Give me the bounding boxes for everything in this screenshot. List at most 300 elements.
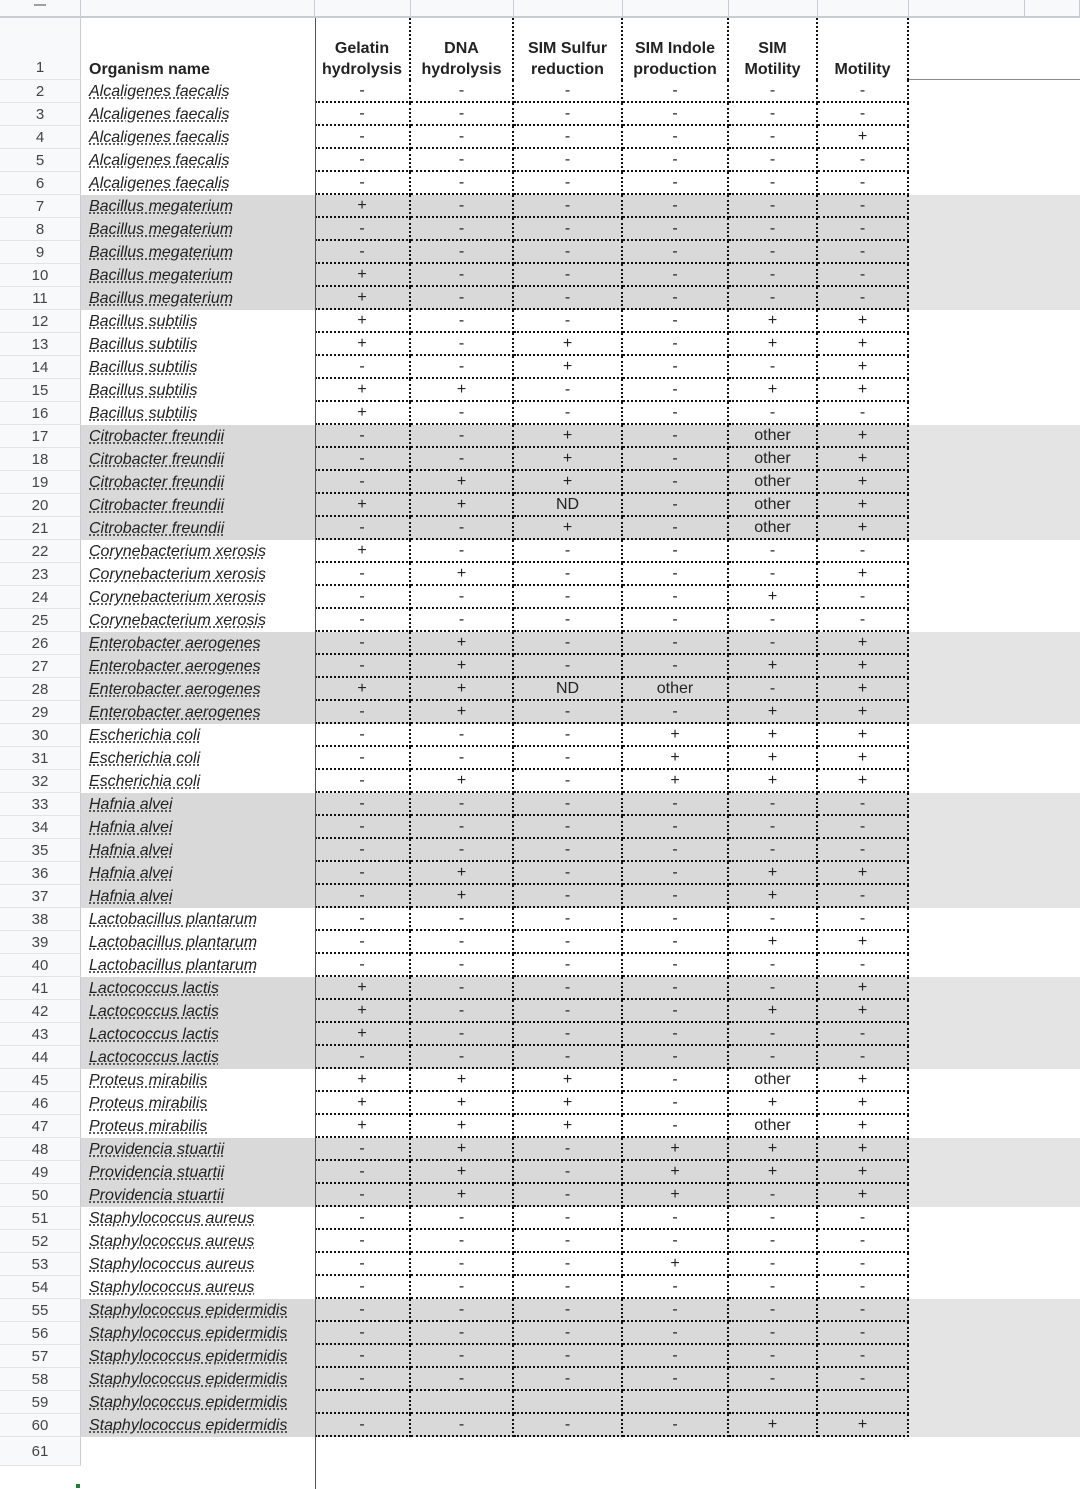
sulfur-value[interactable]: - — [514, 885, 623, 908]
indole-value[interactable]: - — [623, 356, 729, 379]
header-motility[interactable]: Motility — [818, 18, 909, 80]
organism-name-cell[interactable]: Providencia stuartii — [89, 1187, 225, 1204]
indole-value[interactable]: - — [623, 563, 729, 586]
sim-motility-value[interactable]: - — [729, 609, 818, 632]
sulfur-value[interactable]: - — [514, 724, 623, 747]
sulfur-value[interactable]: - — [514, 1345, 623, 1368]
indole-value[interactable]: - — [623, 1368, 729, 1391]
indole-value[interactable]: - — [623, 1299, 729, 1322]
indole-value[interactable]: - — [623, 448, 729, 471]
gelatin-value[interactable]: + — [315, 264, 411, 287]
organism-name-cell[interactable]: Staphylococcus aureus — [89, 1233, 255, 1250]
column-header-c[interactable] — [411, 0, 514, 16]
dna-value[interactable]: + — [411, 1115, 514, 1138]
sim-motility-value[interactable]: + — [729, 931, 818, 954]
organism-name-cell[interactable]: Hafnia alvei — [89, 796, 173, 813]
row-header[interactable] — [0, 241, 81, 264]
motility-value[interactable]: - — [818, 540, 909, 563]
sulfur-value[interactable]: - — [514, 609, 623, 632]
motility-value[interactable]: - — [818, 1276, 909, 1299]
dna-value[interactable]: - — [411, 747, 514, 770]
indole-value[interactable]: - — [623, 333, 729, 356]
motility-value[interactable]: + — [818, 701, 909, 724]
indole-value[interactable]: - — [623, 494, 729, 517]
sim-motility-value[interactable]: - — [729, 1230, 818, 1253]
motility-value[interactable]: + — [818, 1115, 909, 1138]
motility-value[interactable]: - — [818, 1368, 909, 1391]
dna-value[interactable]: - — [411, 126, 514, 149]
sulfur-value[interactable]: - — [514, 839, 623, 862]
motility-value[interactable]: + — [818, 1161, 909, 1184]
dna-value[interactable]: - — [411, 1299, 514, 1322]
column-header-a[interactable] — [81, 0, 315, 16]
sim-motility-value[interactable]: + — [729, 862, 818, 885]
sim-motility-value[interactable]: - — [729, 218, 818, 241]
header-organism-name[interactable]: Organism name — [89, 61, 210, 78]
row-header[interactable] — [0, 931, 81, 954]
organism-name-cell[interactable]: Staphylococcus epidermidis — [89, 1325, 288, 1342]
row-header[interactable] — [0, 563, 81, 586]
organism-name-cell[interactable]: Bacillus subtilis — [89, 359, 198, 376]
dna-value[interactable]: + — [411, 1069, 514, 1092]
row-header-61[interactable]: 61 — [0, 1437, 81, 1466]
indole-value[interactable]: - — [623, 517, 729, 540]
gelatin-value[interactable]: + — [315, 402, 411, 425]
row-header[interactable] — [0, 1276, 81, 1299]
indole-value[interactable]: - — [623, 218, 729, 241]
dna-value[interactable]: - — [411, 816, 514, 839]
column-header-g[interactable] — [818, 0, 909, 16]
gelatin-value[interactable]: - — [315, 1184, 411, 1207]
organism-name-cell[interactable]: Bacillus subtilis — [89, 313, 198, 330]
gelatin-value[interactable]: + — [315, 678, 411, 701]
dna-value[interactable]: - — [411, 218, 514, 241]
sim-motility-value[interactable]: + — [729, 724, 818, 747]
indole-value[interactable]: - — [623, 632, 729, 655]
row-header[interactable] — [0, 816, 81, 839]
row-header[interactable] — [0, 1138, 81, 1161]
organism-name-cell[interactable]: Alcaligenes faecalis — [89, 175, 230, 192]
organism-name-cell[interactable]: Bacillus megaterium — [89, 221, 234, 238]
organism-name-cell[interactable]: Alcaligenes faecalis — [89, 106, 230, 123]
gelatin-value[interactable]: - — [315, 1276, 411, 1299]
gelatin-value[interactable]: - — [315, 563, 411, 586]
gelatin-value[interactable]: - — [315, 954, 411, 977]
gelatin-value[interactable]: - — [315, 908, 411, 931]
motility-value[interactable]: - — [818, 609, 909, 632]
header-sim-sulfur-reduction[interactable]: SIM Sulfur reduction — [514, 18, 623, 80]
row-header[interactable] — [0, 1345, 81, 1368]
motility-value[interactable]: - — [818, 241, 909, 264]
row-header[interactable] — [0, 1023, 81, 1046]
row-header[interactable] — [0, 1161, 81, 1184]
indole-value[interactable]: - — [623, 1414, 729, 1437]
sulfur-value[interactable]: - — [514, 747, 623, 770]
organism-name-cell[interactable]: Bacillus subtilis — [89, 382, 198, 399]
motility-value[interactable]: + — [818, 678, 909, 701]
gelatin-value[interactable]: - — [315, 839, 411, 862]
dna-value[interactable]: - — [411, 1207, 514, 1230]
dna-value[interactable] — [411, 1391, 514, 1414]
dna-value[interactable]: - — [411, 195, 514, 218]
organism-name-cell[interactable]: Citrobacter freundii — [89, 451, 225, 468]
motility-value[interactable]: + — [818, 747, 909, 770]
organism-name-cell[interactable]: Hafnia alvei — [89, 842, 173, 859]
organism-name-cell[interactable]: Enterobacter aerogenes — [89, 704, 261, 721]
motility-value[interactable]: - — [818, 149, 909, 172]
gelatin-value[interactable]: + — [315, 287, 411, 310]
indole-value[interactable]: + — [623, 1138, 729, 1161]
gelatin-value[interactable]: + — [315, 195, 411, 218]
organism-name-cell[interactable]: Staphylococcus aureus — [89, 1256, 255, 1273]
organism-name-cell[interactable]: Lactobacillus plantarum — [89, 934, 258, 951]
organism-name-cell[interactable]: Corynebacterium xerosis — [89, 543, 266, 560]
organism-name-cell[interactable]: Staphylococcus aureus — [89, 1210, 255, 1227]
gelatin-value[interactable]: - — [315, 862, 411, 885]
indole-value[interactable]: - — [623, 264, 729, 287]
indole-value[interactable]: - — [623, 103, 729, 126]
sim-motility-value[interactable]: - — [729, 1345, 818, 1368]
organism-name-cell[interactable]: Proteus mirabilis — [89, 1072, 208, 1089]
sulfur-value[interactable]: - — [514, 218, 623, 241]
sim-motility-value[interactable]: - — [729, 1276, 818, 1299]
sim-motility-value[interactable]: + — [729, 770, 818, 793]
row-header[interactable] — [0, 770, 81, 793]
indole-value[interactable]: + — [623, 770, 729, 793]
indole-value[interactable]: - — [623, 1230, 729, 1253]
sim-motility-value[interactable]: - — [729, 816, 818, 839]
gelatin-value[interactable]: - — [315, 1046, 411, 1069]
gelatin-value[interactable]: - — [315, 103, 411, 126]
row-header[interactable] — [0, 1207, 81, 1230]
motility-value[interactable]: + — [818, 977, 909, 1000]
organism-name-cell[interactable]: Lactococcus lactis — [89, 1049, 219, 1066]
sim-motility-value[interactable]: - — [729, 1207, 818, 1230]
sulfur-value[interactable]: - — [514, 80, 623, 103]
indole-value[interactable]: - — [623, 1115, 729, 1138]
sim-motility-value[interactable]: other — [729, 517, 818, 540]
organism-name-cell[interactable]: Lactococcus lactis — [89, 980, 219, 997]
row-header[interactable] — [0, 80, 81, 103]
motility-value[interactable]: + — [818, 1069, 909, 1092]
motility-value[interactable]: - — [818, 1322, 909, 1345]
motility-value[interactable]: + — [818, 724, 909, 747]
row-header[interactable] — [0, 1253, 81, 1276]
dna-value[interactable]: - — [411, 80, 514, 103]
organism-name-cell[interactable]: Hafnia alvei — [89, 888, 173, 905]
sulfur-value[interactable]: - — [514, 540, 623, 563]
motility-value[interactable]: - — [818, 264, 909, 287]
sulfur-value[interactable]: - — [514, 1253, 623, 1276]
gelatin-value[interactable]: - — [315, 655, 411, 678]
sulfur-value[interactable]: - — [514, 103, 623, 126]
sim-motility-value[interactable]: - — [729, 563, 818, 586]
sim-motility-value[interactable]: - — [729, 126, 818, 149]
sim-motility-value[interactable]: other — [729, 448, 818, 471]
dna-value[interactable]: + — [411, 770, 514, 793]
organism-name-cell[interactable]: Alcaligenes faecalis — [89, 83, 230, 100]
organism-name-cell[interactable]: Corynebacterium xerosis — [89, 612, 266, 629]
gelatin-value[interactable]: - — [315, 586, 411, 609]
indole-value[interactable]: + — [623, 1184, 729, 1207]
row-header[interactable] — [0, 494, 81, 517]
organism-name-cell[interactable]: Proteus mirabilis — [89, 1118, 208, 1135]
dna-value[interactable]: - — [411, 793, 514, 816]
row-header[interactable] — [0, 1391, 81, 1414]
dna-value[interactable]: - — [411, 724, 514, 747]
row-header[interactable] — [0, 1368, 81, 1391]
header-sim-motility[interactable]: SIM Motility — [729, 18, 818, 80]
dna-value[interactable]: - — [411, 287, 514, 310]
sim-motility-value[interactable]: + — [729, 885, 818, 908]
motility-value[interactable]: + — [818, 632, 909, 655]
row-header[interactable] — [0, 425, 81, 448]
organism-name-cell[interactable]: Escherichia coli — [89, 773, 201, 790]
motility-value[interactable]: + — [818, 1092, 909, 1115]
gelatin-value[interactable]: - — [315, 747, 411, 770]
indole-value[interactable]: - — [623, 931, 729, 954]
dna-value[interactable]: - — [411, 402, 514, 425]
sim-motility-value[interactable]: - — [729, 632, 818, 655]
indole-value[interactable]: - — [623, 908, 729, 931]
sim-motility-value[interactable]: - — [729, 287, 818, 310]
column-header-h[interactable] — [909, 0, 1025, 16]
sim-motility-value[interactable]: - — [729, 977, 818, 1000]
motility-value[interactable]: - — [818, 80, 909, 103]
gelatin-value[interactable]: + — [315, 1115, 411, 1138]
motility-value[interactable]: - — [818, 908, 909, 931]
column-header-b[interactable] — [315, 0, 411, 16]
indole-value[interactable]: - — [623, 885, 729, 908]
sulfur-value[interactable]: - — [514, 172, 623, 195]
row-header[interactable] — [0, 1184, 81, 1207]
gelatin-value[interactable]: + — [315, 379, 411, 402]
sim-motility-value[interactable]: - — [729, 356, 818, 379]
dna-value[interactable]: - — [411, 149, 514, 172]
gelatin-value[interactable]: + — [315, 333, 411, 356]
gelatin-value[interactable]: + — [315, 977, 411, 1000]
sulfur-value[interactable]: - — [514, 1184, 623, 1207]
header-sim-indole-production[interactable]: SIM Indole production — [623, 18, 729, 80]
row-header-1[interactable]: 1 — [0, 18, 81, 80]
sulfur-value[interactable]: - — [514, 264, 623, 287]
indole-value[interactable]: - — [623, 287, 729, 310]
column-header-d[interactable] — [514, 0, 623, 16]
indole-value[interactable]: - — [623, 977, 729, 1000]
sim-motility-value[interactable]: other — [729, 425, 818, 448]
select-all-corner[interactable] — [0, 0, 81, 16]
sulfur-value[interactable]: - — [514, 908, 623, 931]
row-header[interactable] — [0, 885, 81, 908]
dna-value[interactable]: - — [411, 1345, 514, 1368]
sulfur-value[interactable]: - — [514, 1161, 623, 1184]
column-header-e[interactable] — [623, 0, 729, 16]
sim-motility-value[interactable]: - — [729, 149, 818, 172]
row-header[interactable] — [0, 1299, 81, 1322]
indole-value[interactable]: - — [623, 149, 729, 172]
indole-value[interactable]: - — [623, 1322, 729, 1345]
organism-name-cell[interactable]: Citrobacter freundii — [89, 520, 225, 537]
header-dna-hydrolysis[interactable]: DNA hydrolysis — [411, 18, 514, 80]
indole-value[interactable]: other — [623, 678, 729, 701]
gelatin-value[interactable]: - — [315, 1253, 411, 1276]
organism-name-cell[interactable]: Proteus mirabilis — [89, 1095, 208, 1112]
indole-value[interactable]: - — [623, 701, 729, 724]
dna-value[interactable]: - — [411, 517, 514, 540]
dna-value[interactable]: - — [411, 1276, 514, 1299]
organism-name-cell[interactable]: Enterobacter aerogenes — [89, 658, 261, 675]
sulfur-value[interactable]: - — [514, 241, 623, 264]
row-header[interactable] — [0, 540, 81, 563]
row-header[interactable] — [0, 264, 81, 287]
organism-name-cell[interactable]: Citrobacter freundii — [89, 428, 225, 445]
motility-value[interactable]: - — [818, 1207, 909, 1230]
dna-value[interactable]: - — [411, 1023, 514, 1046]
sulfur-value[interactable]: - — [514, 1299, 623, 1322]
organism-name-cell[interactable]: Lactobacillus plantarum — [89, 957, 258, 974]
organism-name-cell[interactable]: Lactobacillus plantarum — [89, 911, 258, 928]
gelatin-value[interactable]: - — [315, 149, 411, 172]
sulfur-value[interactable]: - — [514, 379, 623, 402]
gelatin-value[interactable]: + — [315, 1023, 411, 1046]
row-header[interactable] — [0, 609, 81, 632]
indole-value[interactable]: + — [623, 747, 729, 770]
dna-value[interactable]: - — [411, 241, 514, 264]
indole-value[interactable]: - — [623, 816, 729, 839]
motility-value[interactable]: - — [818, 1023, 909, 1046]
sim-motility-value[interactable]: other — [729, 494, 818, 517]
dna-value[interactable]: - — [411, 839, 514, 862]
indole-value[interactable]: + — [623, 1253, 729, 1276]
organism-name-cell[interactable]: Corynebacterium xerosis — [89, 589, 266, 606]
dna-value[interactable]: - — [411, 931, 514, 954]
sulfur-value[interactable]: - — [514, 1230, 623, 1253]
sulfur-value[interactable]: + — [514, 448, 623, 471]
dna-value[interactable]: + — [411, 678, 514, 701]
indole-value[interactable]: - — [623, 195, 729, 218]
organism-name-cell[interactable]: Enterobacter aerogenes — [89, 681, 261, 698]
indole-value[interactable]: + — [623, 724, 729, 747]
dna-value[interactable]: - — [411, 609, 514, 632]
indole-value[interactable]: - — [623, 172, 729, 195]
row-header[interactable] — [0, 1069, 81, 1092]
header-gelatin-hydrolysis[interactable]: Gelatin hydrolysis — [315, 18, 411, 80]
indole-value[interactable]: - — [623, 310, 729, 333]
indole-value[interactable]: - — [623, 540, 729, 563]
gelatin-value[interactable]: - — [315, 632, 411, 655]
sulfur-value[interactable]: - — [514, 126, 623, 149]
sim-motility-value[interactable]: - — [729, 195, 818, 218]
row-header[interactable] — [0, 954, 81, 977]
motility-value[interactable]: + — [818, 655, 909, 678]
sim-motility-value[interactable]: - — [729, 839, 818, 862]
indole-value[interactable]: - — [623, 1276, 729, 1299]
sulfur-value[interactable]: - — [514, 149, 623, 172]
row-header[interactable] — [0, 1000, 81, 1023]
indole-value[interactable]: - — [623, 80, 729, 103]
dna-value[interactable]: + — [411, 1138, 514, 1161]
dna-value[interactable]: + — [411, 655, 514, 678]
sulfur-value[interactable]: - — [514, 954, 623, 977]
sim-motility-value[interactable]: + — [729, 747, 818, 770]
motility-value[interactable] — [818, 1391, 909, 1414]
sim-motility-value[interactable]: + — [729, 379, 818, 402]
sulfur-value[interactable]: + — [514, 356, 623, 379]
organism-name-cell[interactable]: Providencia stuartii — [89, 1164, 225, 1181]
gelatin-value[interactable]: - — [315, 724, 411, 747]
motility-value[interactable]: + — [818, 310, 909, 333]
dna-value[interactable]: - — [411, 333, 514, 356]
organism-name-cell[interactable]: Escherichia coli — [89, 727, 201, 744]
row-header[interactable] — [0, 126, 81, 149]
indole-value[interactable]: - — [623, 1345, 729, 1368]
motility-value[interactable]: + — [818, 425, 909, 448]
indole-value[interactable]: - — [623, 1092, 729, 1115]
gelatin-value[interactable]: + — [315, 1092, 411, 1115]
motility-value[interactable]: - — [818, 1253, 909, 1276]
dna-value[interactable]: - — [411, 1322, 514, 1345]
organism-name-cell[interactable]: Alcaligenes faecalis — [89, 152, 230, 169]
sulfur-value[interactable]: + — [514, 1069, 623, 1092]
sulfur-value[interactable]: ND — [514, 678, 623, 701]
gelatin-value[interactable]: + — [315, 540, 411, 563]
sulfur-value[interactable]: - — [514, 701, 623, 724]
row-header[interactable] — [0, 862, 81, 885]
sim-motility-value[interactable]: + — [729, 310, 818, 333]
dna-value[interactable]: + — [411, 494, 514, 517]
indole-value[interactable]: - — [623, 1069, 729, 1092]
row-header[interactable] — [0, 1322, 81, 1345]
dna-value[interactable]: - — [411, 1230, 514, 1253]
gelatin-value[interactable]: - — [315, 1207, 411, 1230]
organism-name-cell[interactable]: Bacillus subtilis — [89, 336, 198, 353]
dna-value[interactable]: - — [411, 1253, 514, 1276]
row-header[interactable] — [0, 1230, 81, 1253]
gelatin-value[interactable]: - — [315, 241, 411, 264]
sulfur-value[interactable]: + — [514, 333, 623, 356]
indole-value[interactable]: + — [623, 1161, 729, 1184]
gelatin-value[interactable]: + — [315, 1000, 411, 1023]
gelatin-value[interactable]: - — [315, 609, 411, 632]
row-header[interactable] — [0, 402, 81, 425]
row-header[interactable] — [0, 172, 81, 195]
sim-motility-value[interactable]: - — [729, 678, 818, 701]
gelatin-value[interactable]: - — [315, 701, 411, 724]
sim-motility-value[interactable]: - — [729, 1253, 818, 1276]
organism-name-cell[interactable]: Alcaligenes faecalis — [89, 129, 230, 146]
indole-value[interactable]: - — [623, 379, 729, 402]
sulfur-value[interactable]: - — [514, 1368, 623, 1391]
row-header[interactable] — [0, 632, 81, 655]
organism-name-cell[interactable]: Staphylococcus epidermidis — [89, 1348, 288, 1365]
sim-motility-value[interactable]: - — [729, 954, 818, 977]
row-header[interactable] — [0, 1092, 81, 1115]
motility-value[interactable]: + — [818, 126, 909, 149]
sim-motility-value[interactable]: - — [729, 402, 818, 425]
motility-value[interactable]: + — [818, 333, 909, 356]
sim-motility-value[interactable]: - — [729, 264, 818, 287]
dna-value[interactable]: + — [411, 701, 514, 724]
dna-value[interactable]: - — [411, 448, 514, 471]
row-header[interactable] — [0, 218, 81, 241]
sulfur-value[interactable]: - — [514, 977, 623, 1000]
motility-value[interactable]: - — [818, 1230, 909, 1253]
sim-motility-value[interactable]: other — [729, 1069, 818, 1092]
gelatin-value[interactable]: - — [315, 931, 411, 954]
row-header[interactable] — [0, 310, 81, 333]
motility-value[interactable]: + — [818, 1414, 909, 1437]
organism-name-cell[interactable]: Escherichia coli — [89, 750, 201, 767]
